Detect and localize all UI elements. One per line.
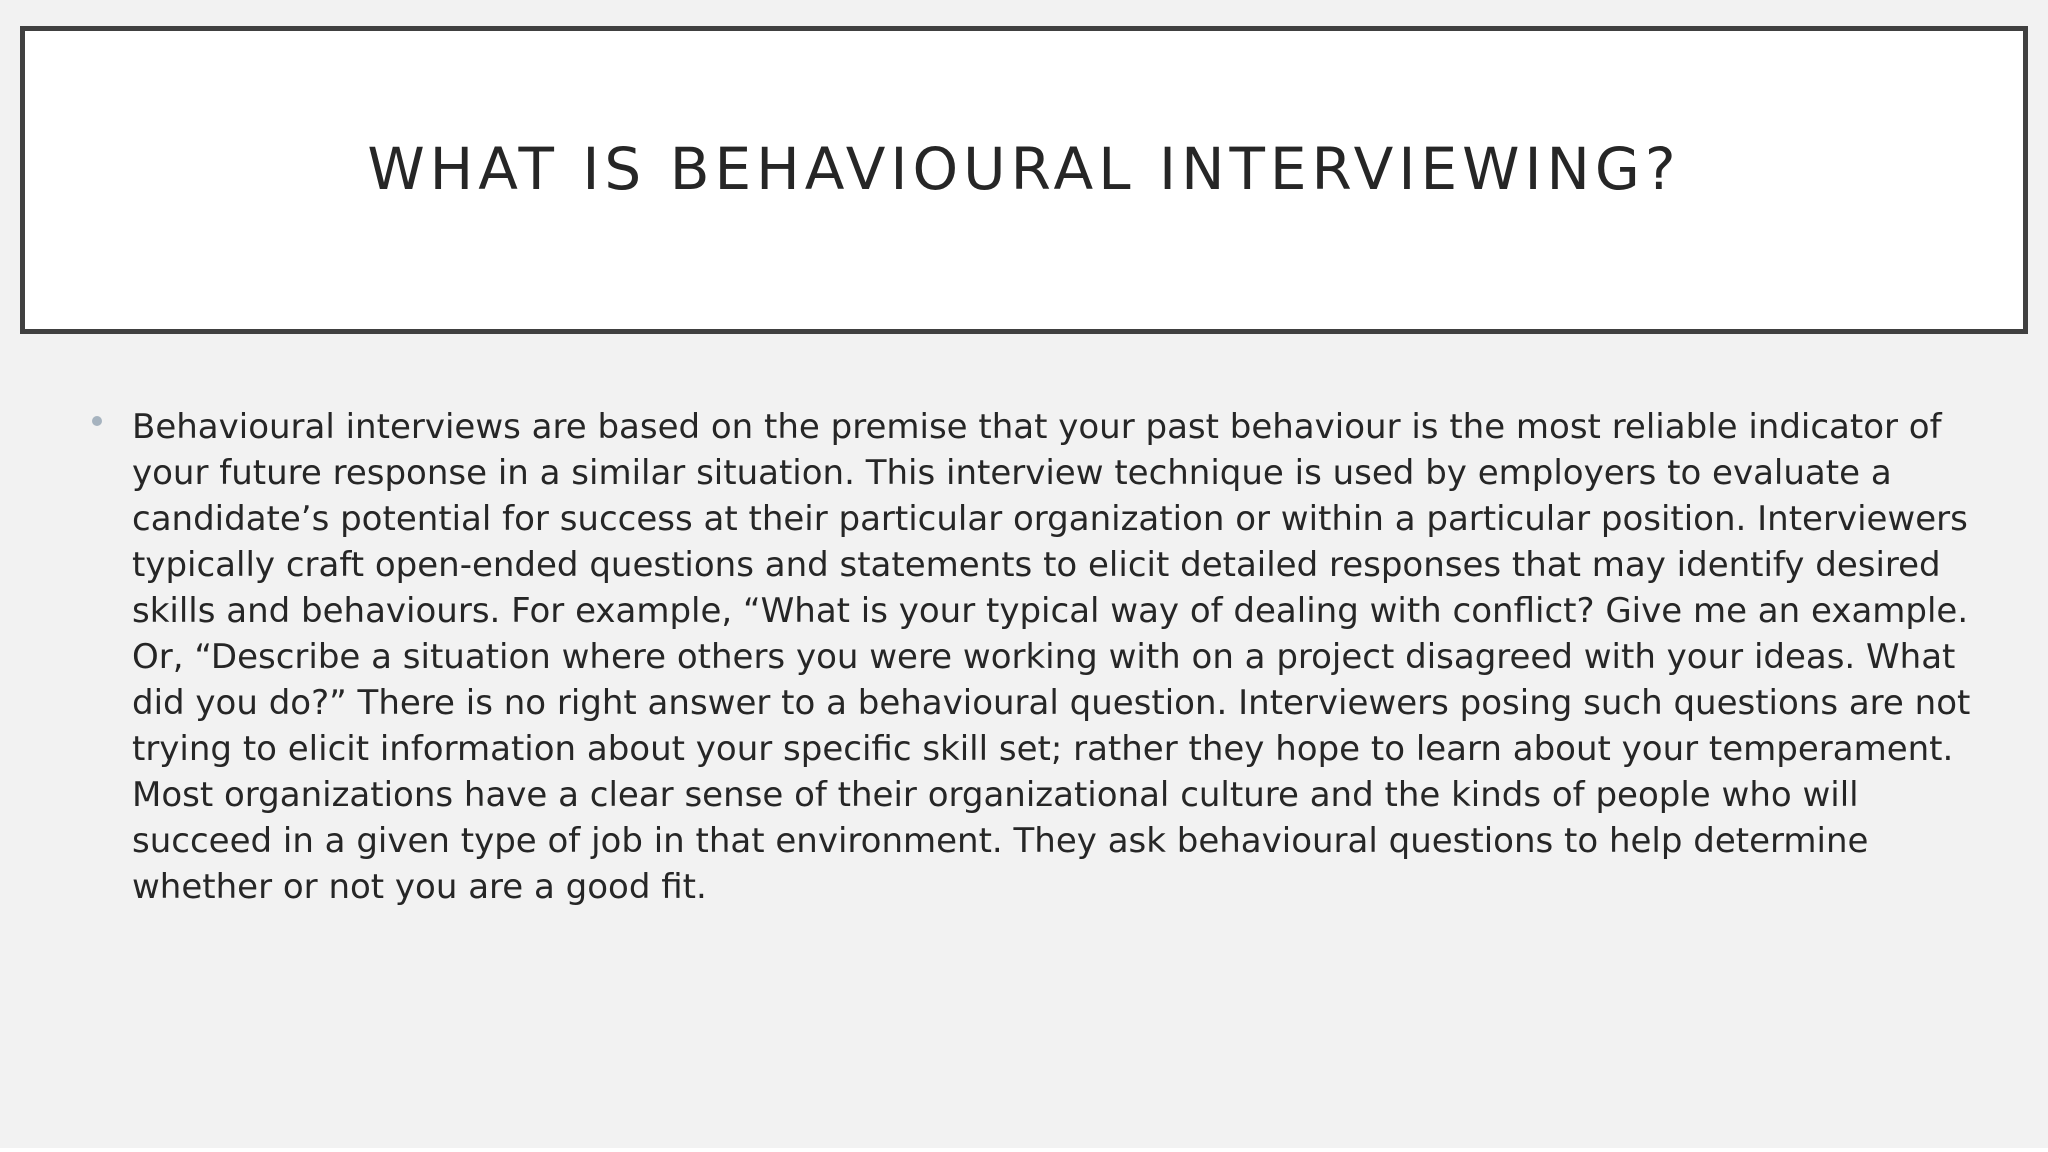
content-area — [92, 404, 1972, 910]
bullet-item — [92, 404, 1972, 910]
slide-title: WHAT IS BEHAVIOURAL INTERVIEWING? — [367, 135, 1681, 203]
bottom-strip — [0, 1148, 2048, 1152]
bullet-dot-icon — [92, 416, 102, 426]
title-box — [20, 26, 2028, 334]
bullet-text: Behavioural interviews are based on the premise that your past behaviour is the most reliable indicator of your future response in a similar situation. This interview technique is used by employers to evaluate a candidate’s potential for success at their particular organization or within a particular position. Interviewers typically craft open-ended questions and statements to elicit detailed responses that may identify desired skills and behaviours. For example, “What is your typical way of dealing with conflict? Give me an example. Or, “Describe a situation where others you were working with on a project disagreed with your ideas. What did you do?” There is no right answer to a behavioural question. Interviewers posing such questions are not trying to elicit information about your specific skill set; rather they hope to learn about your temperament. Most organizations have a clear sense of their organizational culture and the kinds of people who will succeed in a given type of job in that environment. They ask behavioural questions to help determine whether or not you are a good fit. — [132, 407, 1971, 907]
